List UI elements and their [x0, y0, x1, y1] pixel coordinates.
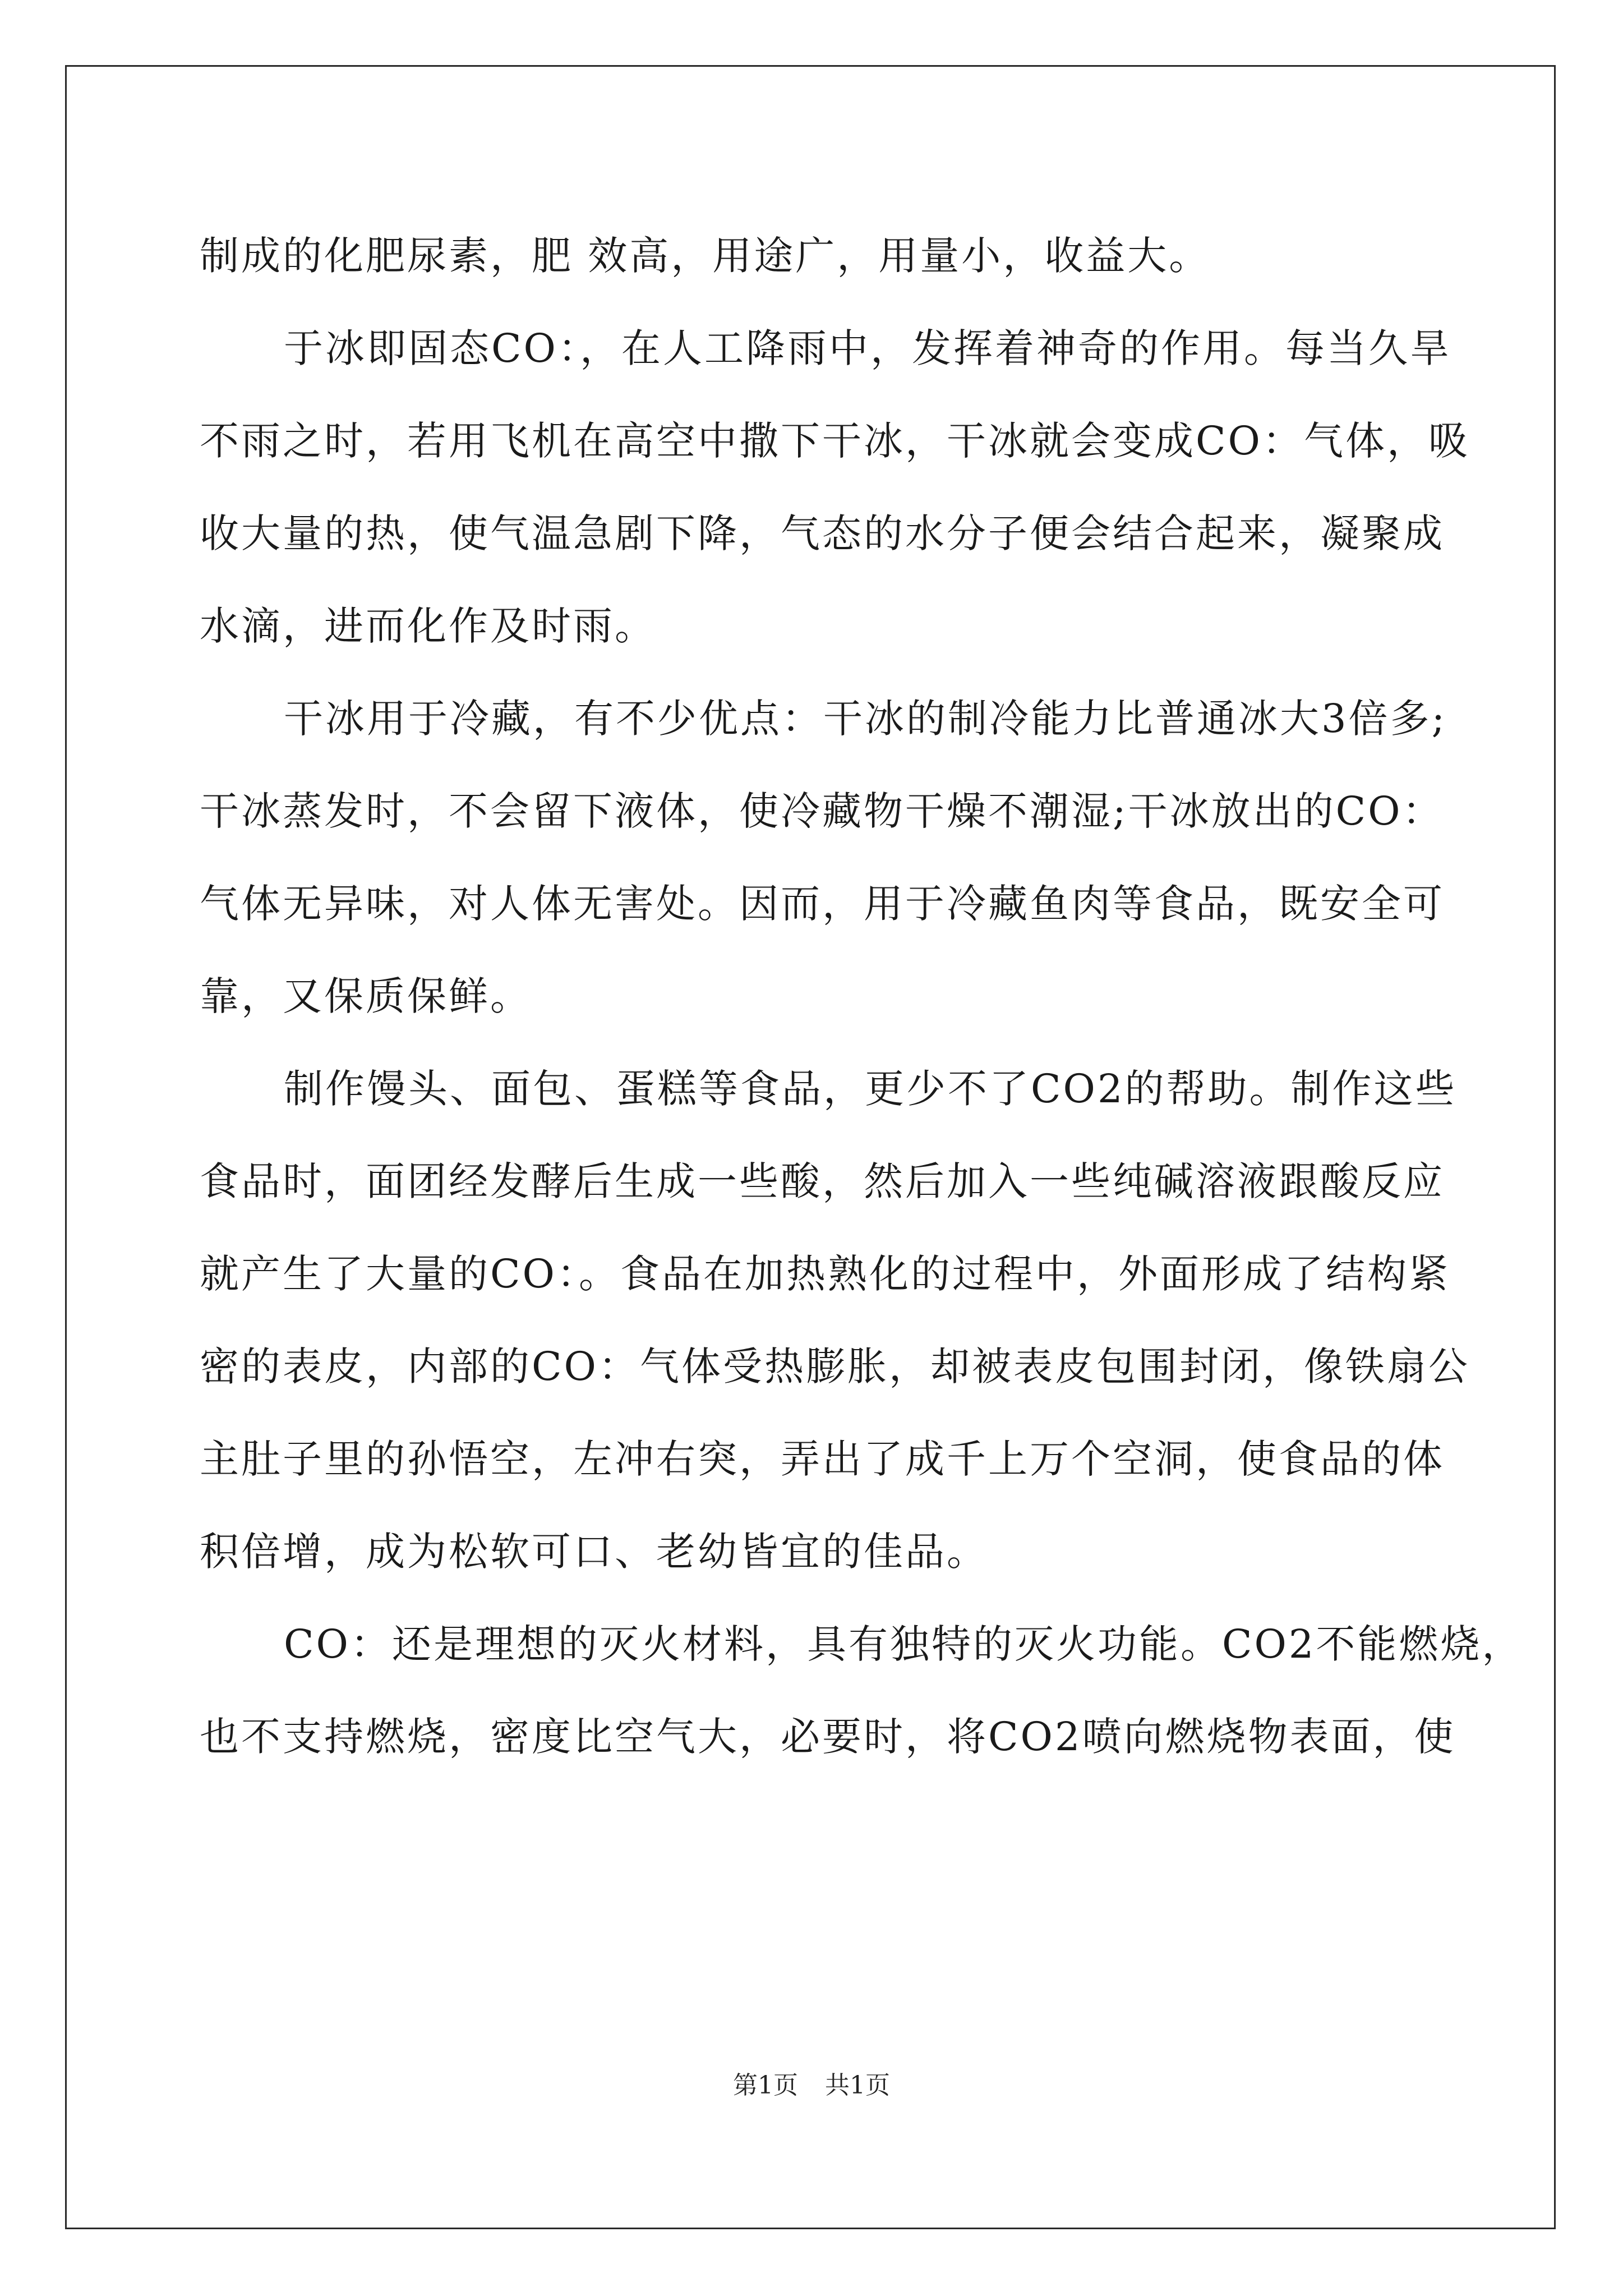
text-line: 气体无异味，对人体无害处。因而，用于冷藏鱼肉等食品，既安全可 — [200, 881, 1445, 927]
text-line: 于冰即固态CO：，在人工降雨中，发挥着神奇的作用。每当久旱 — [284, 325, 1451, 371]
text-line: 干冰用于冷藏，有不少优点：干冰的制冷能力比普通冰大3倍多; — [284, 696, 1447, 742]
text-line: 食品时，面团经发酵后生成一些酸，然后加入一些纯碱溶液跟酸反应 — [200, 1158, 1445, 1204]
text-line: 积倍增，成为松软可口、老幼皆宜的佳品。 — [200, 1529, 988, 1575]
text-line: 靠，又保质保鲜。 — [200, 973, 532, 1019]
text-line: 也不支持燃烧，密度比空气大，必要时，将CO2喷向燃烧物表面，使 — [200, 1714, 1456, 1760]
page-footer — [0, 2069, 1623, 2102]
paragraph — [200, 302, 1470, 673]
text-line: 制成的化肥尿素，肥 效高，用途广，用量小，收益大。 — [200, 233, 1211, 279]
text-line: CO：还是理想的灭火材料，具有独特的灭火功能。CO2不能燃烧， — [284, 1621, 1524, 1667]
document-body — [200, 210, 1524, 1783]
paragraph — [200, 210, 1433, 302]
text-line: 密的表皮，内部的CO：气体受热膨胀，却被表皮包围封闭，像铁扇公 — [200, 1343, 1470, 1389]
page-number: 第1页 — [733, 2071, 798, 2100]
text-line: 主肚子里的孙悟空，左冲右突，弄出了成千上万个空洞，使食品的体 — [200, 1436, 1445, 1482]
text-line: 制作馒头、面包、蛋糕等食品，更少不了CO2的帮助。制作这些 — [284, 1066, 1457, 1112]
text-line: 就产生了大量的CO：。食品在加热熟化的过程中，外面形成了结构紧 — [200, 1251, 1450, 1297]
paragraph — [200, 673, 1447, 1043]
page-total: 共1页 — [825, 2071, 890, 2100]
text-line: 收大量的热，使气温急剧下降，气态的水分子便会结合起来，凝聚成 — [200, 510, 1445, 556]
text-line: 干冰蒸发时，不会留下液体，使冷藏物干燥不潮湿;干冰放出的CO： — [200, 788, 1444, 834]
text-line: 不雨之时，若用飞机在高空中撒下干冰，干冰就会变成CO：气体，吸 — [200, 418, 1470, 464]
paragraph — [200, 1043, 1470, 1598]
text-line: 水滴，进而化作及时雨。 — [200, 603, 656, 649]
paragraph — [200, 1598, 1524, 1783]
